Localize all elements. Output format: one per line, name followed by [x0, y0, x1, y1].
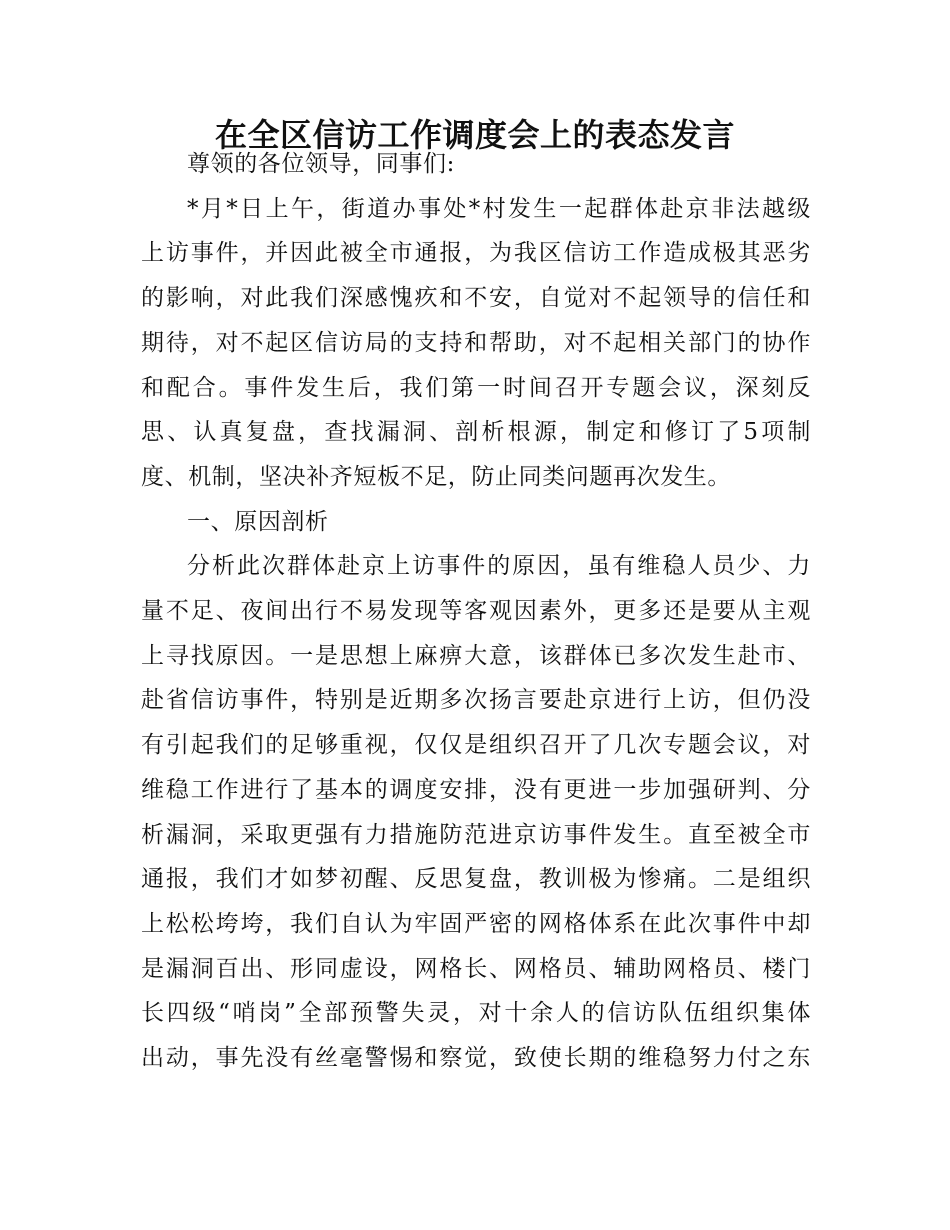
paragraph-2-line: 维稳工作进行了基本的调度安排，没有更进一步加强研判、分 [141, 776, 811, 803]
paragraph-1-line: 的影响，对此我们深感愧疚和不安，自觉对不起领导的信任和 [141, 285, 811, 312]
paragraph-1-line: *月*日上午，街道办事处*村发生一起群体赴京非法越级 [187, 195, 811, 222]
paragraph-1-line: 期待，对不起区信访局的支持和帮助，对不起相关部门的协作 [141, 329, 811, 356]
paragraph-2-line: 析漏洞，采取更强有力措施防范进京访事件发生。直至被全市 [141, 821, 811, 848]
greeting: 尊领的各位领导，同事们: [187, 151, 455, 177]
paragraph-2-line: 上松松垮垮，我们自认为牢固严密的网格体系在此次事件中却 [141, 910, 811, 937]
paragraph-1-line: 度、机制，坚决补齐短板不足，防止同类问题再次发生。 [141, 463, 731, 490]
paragraph-2-line: 量不足、夜间出行不易发现等客观因素外，更多还是要从主观 [141, 598, 811, 625]
document-title: 在全区信访工作调度会上的表态发言 [214, 116, 735, 154]
paragraph-2-line: 通报，我们才如梦初醒、反思复盘，教训极为惨痛。二是组织 [141, 866, 811, 893]
section-heading: 一、原因剖析 [187, 508, 329, 535]
paragraph-2-line: 上寻找原因。一是思想上麻痹大意，该群体已多次发生赴市、 [141, 642, 811, 669]
paragraph-2-line: 有引起我们的足够重视，仅仅是组织召开了几次专题会议，对 [141, 732, 811, 759]
paragraph-2-line: 出动，事先没有丝毫警惕和察觉，致使长期的维稳努力付之东 [141, 1045, 811, 1072]
paragraph-2-line: 分析此次群体赴京上访事件的原因，虽有维稳人员少、力 [187, 553, 811, 580]
paragraph-2 [141, 544, 811, 1080]
paragraph-2-line: 长四级“哨岗”全部预警失灵，对十余人的信访队伍组织集体 [141, 1000, 811, 1027]
document-body [141, 142, 811, 1081]
paragraph-2-line: 赴省信访事件，特别是近期多次扬言要赴京进行上访，但仍没 [141, 687, 811, 714]
paragraph-1 [141, 187, 811, 500]
paragraph-1-line: 和配合。事件发生后，我们第一时间召开专题会议，深刻反 [141, 374, 811, 401]
paragraph-1-line: 思、认真复盘，查找漏洞、剖析根源，制定和修订了5项制 [141, 419, 811, 446]
paragraph-1-line: 上访事件，并因此被全市通报，为我区信访工作造成极其恶劣 [141, 240, 811, 267]
paragraph-2-line: 是漏洞百出、形同虚设，网格长、网格员、辅助网格员、楼门 [141, 955, 811, 982]
